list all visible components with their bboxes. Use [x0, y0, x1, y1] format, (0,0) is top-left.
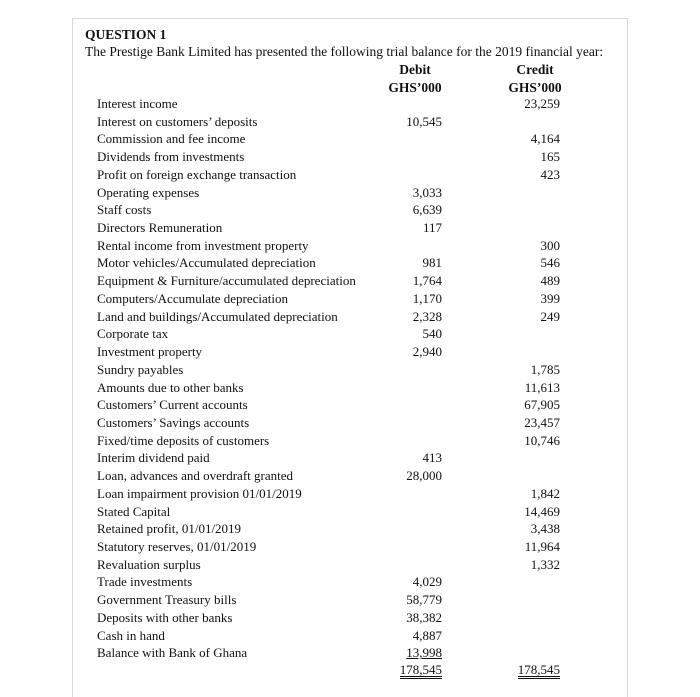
totals-row	[0, 663, 700, 681]
debit-amount: 413	[422, 450, 442, 466]
account-label: Customers’ Current accounts	[97, 397, 248, 413]
table-row	[0, 574, 700, 592]
credit-amount: 11,964	[524, 539, 560, 554]
table-row	[0, 185, 700, 203]
table-row	[0, 539, 700, 557]
table-row	[0, 521, 700, 539]
credit-column-header: Credit	[516, 62, 554, 77]
table-row	[0, 202, 700, 220]
credit-amount: 546	[540, 255, 560, 271]
debit-amount: 117	[422, 220, 442, 236]
debit-amount: 1,170	[412, 290, 442, 306]
table-row	[0, 238, 700, 256]
question-intro: The Prestige Bank Limited has presented the following trial balance for the 2019 financial year:	[85, 44, 604, 59]
debit-amount: 540	[422, 326, 442, 342]
table-row	[0, 96, 700, 114]
account-label: Loan impairment provision 01/01/2019	[97, 485, 302, 501]
account-label: Dividends from investments	[97, 149, 245, 165]
table-row	[0, 557, 700, 575]
account-label: Trade investments	[97, 574, 193, 590]
account-label: Interim dividend paid	[97, 450, 210, 466]
account-label: Deposits with other banks	[97, 609, 233, 625]
credit-amount: 11,613	[524, 379, 560, 395]
table-row	[0, 397, 700, 415]
table-row	[0, 433, 700, 451]
table-row	[0, 610, 700, 628]
credit-amount: 1,842	[530, 485, 560, 501]
debit-column-header: Debit	[399, 62, 431, 77]
table-row	[0, 273, 700, 291]
debit-amount: 4,029	[412, 574, 442, 590]
account-label: Amounts due to other banks	[97, 379, 244, 395]
account-label: Fixed/time deposits of customers	[97, 432, 270, 448]
account-label: Cash in hand	[97, 627, 165, 643]
debit-amount: 28,000	[406, 468, 442, 484]
credit-total: 178,545	[517, 662, 560, 678]
account-label: Profit on foreign exchange transaction	[97, 166, 297, 182]
account-label: Statutory reserves, 01/01/2019	[97, 539, 257, 554]
table-row	[0, 326, 700, 344]
account-label: Directors Remuneration	[97, 220, 223, 236]
table-row	[0, 220, 700, 238]
credit-amount: 4,164	[530, 131, 560, 147]
account-label: Land and buildings/Accumulated depreciation	[97, 308, 338, 324]
credit-amount: 14,469	[524, 503, 560, 519]
credit-amount: 489	[540, 273, 560, 289]
account-label: Staff costs	[97, 202, 152, 218]
credit-amount: 249	[540, 308, 560, 324]
account-label: Interest income	[97, 96, 178, 111]
account-label: Rental income from investment property	[97, 237, 309, 253]
debit-unit-header: GHS’000	[388, 80, 442, 95]
table-row	[0, 504, 700, 522]
table-row	[0, 362, 700, 380]
credit-amount: 23,457	[524, 414, 560, 430]
debit-amount: 6,639	[412, 202, 442, 218]
table-row	[0, 255, 700, 273]
debit-amount: 58,779	[406, 592, 442, 608]
credit-amount: 423	[540, 166, 560, 182]
account-label: Customers’ Savings accounts	[97, 414, 250, 430]
table-row	[0, 628, 700, 646]
table-row	[0, 131, 700, 149]
account-label: Computers/Accumulate depreciation	[97, 290, 288, 306]
account-label: Balance with Bank of Ghana	[97, 645, 248, 661]
debit-amount: 1,764	[412, 273, 442, 289]
debit-amount: 38,382	[406, 609, 442, 625]
table-row	[0, 592, 700, 610]
table-row	[0, 486, 700, 504]
table-row	[0, 468, 700, 486]
table-row	[0, 415, 700, 433]
table-row	[0, 344, 700, 362]
credit-amount: 67,905	[524, 397, 560, 413]
credit-amount: 23,259	[524, 96, 560, 111]
account-label: Motor vehicles/Accumulated depreciation	[97, 255, 316, 271]
table-row	[0, 380, 700, 398]
debit-amount: 981	[422, 255, 442, 271]
credit-amount: 165	[540, 149, 560, 165]
debit-amount: 10,545	[406, 113, 442, 129]
credit-amount: 10,746	[524, 432, 560, 448]
table-row	[0, 450, 700, 468]
credit-amount: 1,332	[530, 556, 560, 572]
account-label: Commission and fee income	[97, 131, 246, 147]
credit-amount: 399	[540, 290, 560, 306]
table-row	[0, 149, 700, 167]
table-row	[0, 645, 700, 663]
credit-unit-header: GHS’000	[508, 80, 562, 95]
account-label: Retained profit, 01/01/2019	[97, 521, 242, 537]
account-label: Stated Capital	[97, 503, 171, 519]
account-label: Equipment & Furniture/accumulated depreciation	[97, 273, 356, 289]
table-row	[0, 167, 700, 185]
debit-amount: 4,887	[412, 627, 442, 643]
account-label: Revaluation surplus	[97, 556, 201, 572]
credit-amount: 300	[540, 237, 560, 253]
account-label: Investment property	[97, 344, 203, 360]
debit-total: 178,545	[399, 662, 442, 678]
account-label: Operating expenses	[97, 184, 200, 200]
account-label: Government Treasury bills	[97, 592, 237, 608]
debit-amount: 2,328	[412, 308, 442, 324]
debit-amount: 2,940	[412, 344, 442, 360]
account-label: Corporate tax	[97, 326, 169, 342]
account-label: Sundry payables	[97, 361, 184, 377]
table-row	[0, 291, 700, 309]
table-row	[0, 114, 700, 132]
question-heading: QUESTION 1	[85, 27, 167, 42]
account-label: Interest on customers’ deposits	[97, 113, 258, 129]
credit-amount: 1,785	[530, 361, 560, 377]
account-label: Loan, advances and overdraft granted	[97, 468, 293, 484]
debit-amount: 13,998	[406, 645, 442, 661]
credit-amount: 3,438	[530, 521, 560, 537]
debit-amount: 3,033	[412, 184, 442, 200]
table-row	[0, 309, 700, 327]
